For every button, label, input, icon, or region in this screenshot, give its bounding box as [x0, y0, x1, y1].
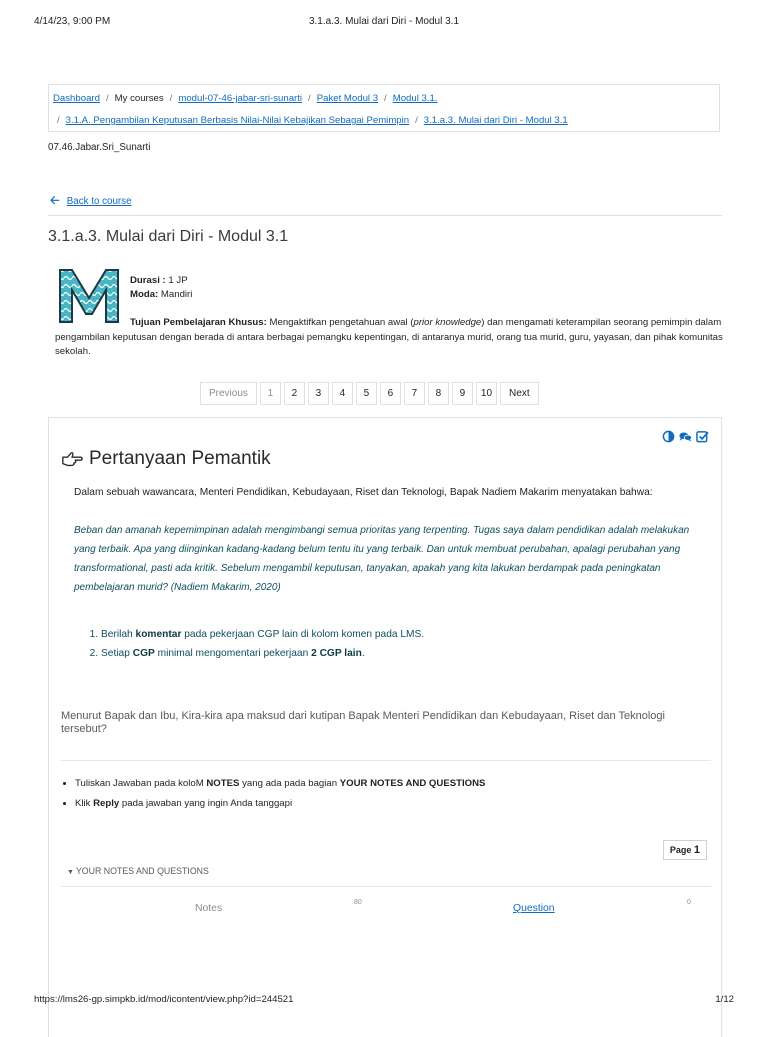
pagination-page-6[interactable]: 6 [380, 382, 401, 405]
tab-question-count: 0 [687, 899, 691, 906]
breadcrumb-line-1 [53, 93, 438, 104]
lead-text: Dalam sebuah wawancara, Menteri Pendidikan, Kebudayaan, Riset dan Teknologi, Bapak Nadiem Makarim menyatakan bahwa: [74, 487, 653, 498]
arrow-left-icon: 🡠 [50, 193, 60, 207]
breadcrumb-line-2 [57, 115, 568, 126]
instruction-text: pada pekerjaan CGP lain di kolom komen pada LMS. [181, 629, 425, 640]
objective-italic: prior knowledge [413, 317, 482, 328]
instruction-bold: CGP [132, 648, 155, 659]
pagination-next-button[interactable]: Next [500, 382, 539, 405]
objective-text-2: ) dan mengamati keterampilan seorang pemimpin dalam pengambilan keputusan dengan berada di antara berbagai pemangku kepentingan, di antaranya murid, orang tua murid, guru, yayasan, dan pihak komunitas sekolah. [55, 317, 723, 357]
objective-text-1: Mengaktifkan pengetahuan awal ( [269, 317, 414, 328]
objective-label: Tujuan Pembelajaran Khusus: [130, 317, 267, 328]
pagination-page-1[interactable]: 1 [260, 382, 281, 405]
task-bold: Reply [93, 798, 120, 809]
breadcrumb-separator: / [308, 93, 311, 104]
quote-text: Beban dan amanah kepemimpinan adalah mengimbangi semua prioritas yang terpenting. Tugas saya dalam pendidikan adalah melakukan yang terbaik. Apa yang diinginkan kadang-kadang belum tentu itu yang terbaik. Dan untuk membuat perubahan, apalagi perubahan yang transformational, pasti ada kritik. Sebelum mengambil keputusan, tanyakan, apakah yang kita lakukan berdampak pada peningkatan pembelajaran murid? (Nadiem Makarim, 2020) [74, 525, 690, 593]
pagination-page-5[interactable]: 5 [356, 382, 377, 405]
module-intro [130, 274, 720, 302]
breadcrumb-course-link[interactable]: modul-07-46-jabar-sri-sunarti [178, 93, 303, 104]
breadcrumb-separator: / [169, 93, 173, 104]
instruction-text: Setiap [101, 648, 133, 659]
tab-notes-count: 80 [354, 899, 362, 906]
breadcrumb-activity-link[interactable]: 3.1.a.3. Mulai dari Diri - Modul 3.1 [423, 115, 568, 126]
instruction-bold: 2 CGP lain [311, 648, 362, 659]
mode-row [130, 288, 720, 302]
instruction-text: . [361, 648, 365, 659]
pagination-page-7[interactable]: 7 [404, 382, 425, 405]
task-bullet [75, 774, 485, 794]
back-to-course[interactable] [50, 191, 132, 212]
duration-label: Durasi : [130, 275, 166, 286]
check-square-icon[interactable] [696, 430, 709, 443]
content-card [48, 417, 722, 1037]
print-page-title: 3.1.a.3. Mulai dari Diri - Modul 3.1 [308, 16, 460, 27]
caret-down-icon: ▼ [67, 869, 74, 876]
divider [61, 760, 711, 761]
mode-value: Mandiri [160, 289, 193, 300]
reflection-question: Menurut Bapak dan Ibu, Kira-kira apa maksud dari kutipan Bapak Menteri Pendidikan dan Kebudayaan, Riset dan Teknologi tersebut? [61, 710, 665, 735]
pagination [200, 382, 539, 407]
learning-objective [55, 316, 725, 360]
task-text: Klik [75, 798, 94, 809]
task-bold: NOTES [206, 778, 240, 789]
breadcrumb-separator: / [415, 115, 418, 126]
pagination-page-2[interactable]: 2 [284, 382, 305, 405]
tab-question[interactable]: Question [513, 903, 555, 914]
task-bullet [75, 794, 485, 814]
print-header [34, 16, 734, 32]
breadcrumb-modul-link[interactable]: Modul 3.1. [392, 93, 438, 104]
page-indicator-label: Page [669, 845, 692, 855]
breadcrumb-paket-link[interactable]: Paket Modul 3 [316, 93, 379, 104]
page-title: 3.1.a.3. Mulai dari Diri - Modul 3.1 [48, 228, 289, 245]
task-bold: YOUR NOTES AND QUESTIONS [339, 778, 486, 789]
tab-notes[interactable]: Notes [195, 903, 223, 914]
contrast-icon[interactable] [662, 430, 675, 443]
section-heading-text: Pertanyaan Pemantik [89, 448, 271, 469]
hand-pointer-right-icon [61, 450, 83, 468]
instruction-text: Berilah [101, 629, 136, 640]
notes-section-toggle[interactable] [67, 866, 209, 876]
breadcrumb-my-courses: My courses [114, 93, 164, 104]
card-toolbar [662, 430, 709, 443]
breadcrumb-separator: / [57, 115, 60, 126]
print-page-number: 1/12 [715, 994, 734, 1005]
instruction-list [89, 625, 424, 663]
instruction-item [101, 625, 424, 644]
breadcrumb [48, 84, 720, 132]
breadcrumb-separator: / [384, 93, 387, 104]
pagination-previous-button[interactable]: Previous [200, 382, 257, 405]
pagination-page-4[interactable]: 4 [332, 382, 353, 405]
page-indicator [663, 840, 707, 860]
task-bullet-list [61, 774, 485, 814]
divider [48, 215, 722, 216]
task-text: Tuliskan Jawaban pada koloM [75, 778, 207, 789]
pagination-page-3[interactable]: 3 [308, 382, 329, 405]
pagination-page-9[interactable]: 9 [452, 382, 473, 405]
print-url: https://lms26-gp.simpkb.id/mod/icontent/view.php?id=244521 [34, 994, 294, 1005]
instruction-text: minimal mengomentari pekerjaan [154, 648, 312, 659]
page-indicator-value: 1 [693, 844, 700, 856]
notes-toggle-label: YOUR NOTES AND QUESTIONS [75, 866, 209, 876]
duration-value: 1 JP [168, 275, 188, 286]
breadcrumb-dashboard-link[interactable]: Dashboard [53, 93, 100, 104]
task-text: yang ada pada bagian [239, 778, 340, 789]
instruction-bold: komentar [135, 629, 182, 640]
breadcrumb-separator: / [105, 93, 109, 104]
pagination-page-8[interactable]: 8 [428, 382, 449, 405]
divider [61, 886, 711, 887]
course-user-name: 07.46.Jabar.Sri_Sunarti [48, 142, 151, 153]
breadcrumb-section-link[interactable]: 3.1.A. Pengambilan Keputusan Berbasis Nilai-Nilai Kebajikan Sebagai Pemimpin [65, 115, 410, 126]
task-text: pada jawaban yang ingin Anda tanggapi [119, 798, 293, 809]
comments-icon[interactable] [679, 430, 692, 443]
back-to-course-link[interactable]: Back to course [66, 196, 132, 207]
section-heading [61, 448, 271, 470]
instruction-item [101, 644, 424, 663]
duration-row [130, 274, 720, 288]
print-datetime: 4/14/23, 9:00 PM [34, 16, 111, 27]
pagination-page-10[interactable]: 10 [476, 382, 497, 405]
mode-label: Moda: [130, 289, 159, 300]
